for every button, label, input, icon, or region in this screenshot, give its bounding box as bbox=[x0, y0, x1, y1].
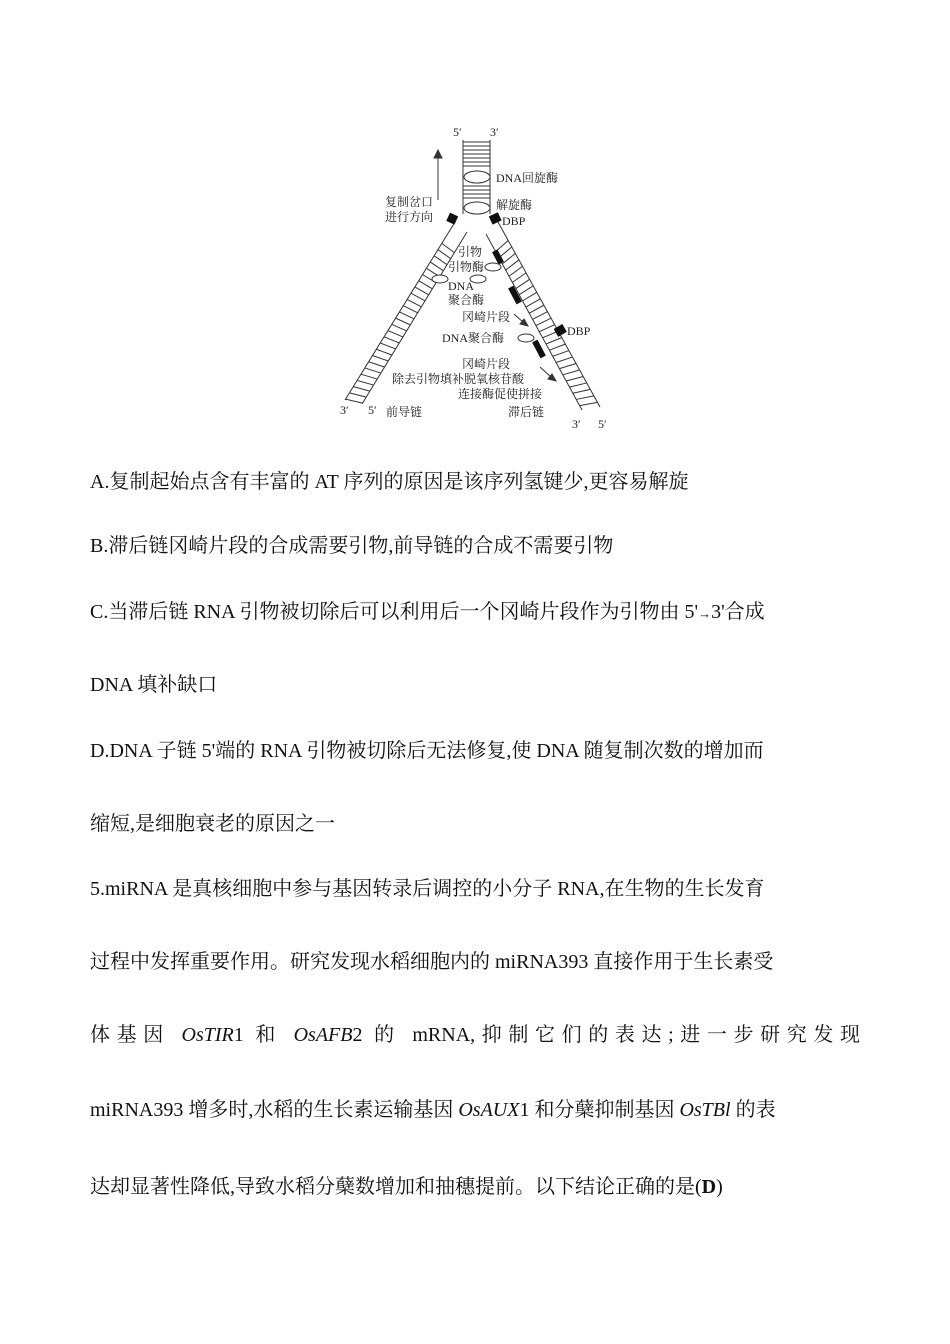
base-pair-rung bbox=[576, 396, 594, 400]
question5-line3 bbox=[90, 1020, 860, 1050]
helicase-shape bbox=[464, 202, 490, 214]
option-d-line2: 缩短,是细胞衰老的原因之一 bbox=[90, 813, 335, 835]
label-dna-pol-1: DNA bbox=[448, 279, 474, 293]
label-okazaki-1: 冈崎片段 bbox=[462, 310, 511, 324]
base-pair-rung bbox=[369, 362, 385, 367]
label-3-top: 3′ bbox=[490, 125, 499, 139]
base-pair-rung bbox=[438, 250, 451, 259]
base-pair-rung bbox=[570, 383, 587, 387]
base-pair-rung bbox=[509, 266, 522, 276]
gene-osaux: OsAUX bbox=[458, 1099, 520, 1121]
base-pair-rung bbox=[516, 279, 530, 288]
base-pair-rung bbox=[388, 331, 403, 337]
label-okazaki-2: 冈崎片段 bbox=[462, 357, 511, 371]
base-pair-rung bbox=[502, 253, 515, 263]
label-ligase: 连接酶促使拼接 bbox=[458, 387, 543, 401]
answer-letter: D bbox=[701, 1176, 717, 1198]
question5-line1: 5.miRNA 是真核细胞中参与基因转录后调控的小分子 RNA,在生物的生长发育 bbox=[90, 878, 765, 900]
replication-fork-diagram bbox=[330, 122, 630, 432]
base-pair-rung bbox=[539, 325, 554, 332]
q5-text: 的表 bbox=[730, 1099, 776, 1121]
option-b: B.滞后链冈崎片段的合成需要引物,前导链的合成不需要引物 bbox=[90, 535, 614, 557]
option-a: A.复制起始点含有丰富的 AT 序列的原因是该序列氢键少,更容易解旋 bbox=[90, 471, 689, 493]
q5-text: miRNA393 增多时,水稻的生长素运输基因 bbox=[90, 1099, 459, 1121]
base-pair-rung bbox=[373, 356, 389, 362]
gene-ostir: OsTIR bbox=[181, 1024, 234, 1046]
base-pair-rung bbox=[533, 312, 548, 320]
base-pair-rung bbox=[407, 299, 421, 306]
dna-polymerase-right-shape bbox=[518, 334, 534, 342]
dbp-block-top bbox=[489, 212, 502, 224]
base-pair-rung bbox=[526, 299, 540, 307]
option-d-line1: D.DNA 子链 5'端的 RNA 引物被切除后无法修复,使 DNA 随复制次数的增加而 bbox=[90, 740, 764, 762]
base-pair-rung bbox=[519, 286, 533, 295]
base-pair-rung bbox=[434, 256, 447, 265]
label-fork-direction-2: 进行方向 bbox=[385, 210, 434, 224]
question5-line2: 过程中发挥重要作用。研究发现水稻细胞内的 miRNA393 直接作用于生长素受 bbox=[90, 951, 774, 973]
base-pair-rung bbox=[529, 305, 544, 313]
base-pair-rung bbox=[415, 287, 429, 295]
base-pair-rung bbox=[559, 364, 576, 369]
option-c-text-end: 3'合成 bbox=[711, 601, 765, 623]
base-pair-rung bbox=[512, 273, 526, 283]
base-pair-rung bbox=[566, 376, 583, 380]
gene-ostbl: OsTBl bbox=[679, 1099, 731, 1121]
base-pair-rung bbox=[536, 318, 551, 325]
base-pair-rung bbox=[549, 344, 565, 350]
base-pair-rung bbox=[365, 368, 381, 373]
base-pair-rung bbox=[411, 293, 425, 301]
base-pair-rung bbox=[357, 380, 373, 385]
label-dbp-right: DBP bbox=[567, 324, 591, 338]
base-pair-rung bbox=[442, 243, 455, 252]
base-pair-rung bbox=[553, 351, 569, 357]
label-remove-primer: 除去引物填补脱氧核苷酸 bbox=[392, 372, 525, 386]
dna-replication-figure bbox=[330, 122, 630, 432]
dna-gyrase-shape bbox=[464, 171, 490, 183]
label-primer: 引物 bbox=[458, 245, 483, 259]
base-pair-rung bbox=[376, 349, 392, 355]
label-primase: 引物酶 bbox=[448, 260, 485, 274]
base-pair-rung bbox=[403, 306, 417, 313]
primer-bar bbox=[492, 249, 504, 264]
base-pair-rung bbox=[556, 357, 572, 362]
base-pair-rung bbox=[573, 389, 590, 393]
dna-polymerase-left-shape bbox=[432, 275, 448, 283]
option-c-text: C.当滞后链 RNA 引物被切除后可以利用后一个冈崎片段作为引物由 5' bbox=[90, 601, 699, 623]
base-pair-rung bbox=[396, 318, 411, 325]
base-pair-rung bbox=[563, 370, 580, 375]
base-pair-rung bbox=[380, 343, 395, 349]
base-pair-rung bbox=[506, 260, 519, 270]
label-5-bottom-right: 5′ bbox=[598, 417, 607, 431]
q5-text: 1 和 bbox=[233, 1024, 294, 1046]
q5-text: 达却显著性降低,导致水稻分蘖数增加和抽穗提前。以下结论正确的是( bbox=[90, 1176, 702, 1198]
base-pair-rung bbox=[384, 337, 399, 343]
label-3-bottom-left: 3′ bbox=[340, 403, 349, 417]
okazaki-bar-2 bbox=[532, 340, 546, 359]
base-pair-rung bbox=[580, 402, 598, 405]
base-pair-rung bbox=[399, 312, 414, 319]
label-helicase: 解旋酶 bbox=[496, 198, 533, 212]
label-dna-gyrase: DNA回旋酶 bbox=[496, 171, 558, 185]
q5-text: ) bbox=[716, 1176, 723, 1198]
label-dna-pol-right: DNA聚合酶 bbox=[442, 331, 504, 345]
option-c-line1 bbox=[90, 597, 860, 629]
q5-text: 2 的 mRNA,抑制它们的表达;进一步研究发现 bbox=[352, 1024, 861, 1046]
primase-shape bbox=[485, 263, 501, 271]
base-pair-rung bbox=[546, 338, 562, 344]
base-pair-rung bbox=[349, 393, 366, 397]
label-dna-pol-2: 聚合酶 bbox=[448, 293, 485, 307]
base-pair-rung bbox=[392, 324, 407, 331]
question5-line5 bbox=[90, 1172, 860, 1202]
base-pair-rung bbox=[353, 387, 370, 391]
q5-text: 1 和分蘖抑制基因 bbox=[519, 1099, 680, 1121]
base-pair-rung bbox=[522, 292, 536, 301]
label-lagging-strand: 滞后链 bbox=[508, 405, 545, 419]
option-c-line2: DNA 填补缺口 bbox=[90, 674, 218, 696]
dbp-block-left bbox=[446, 213, 458, 225]
label-fork-direction-1: 复制岔口 bbox=[385, 195, 434, 209]
gene-osafb: OsAFB bbox=[293, 1024, 353, 1046]
base-pair-rung bbox=[430, 262, 443, 271]
q5-text: 体基因 bbox=[90, 1024, 182, 1046]
base-pair-rung bbox=[419, 281, 433, 289]
label-3-bottom-right: 3′ bbox=[572, 417, 581, 431]
label-leading-strand: 前导链 bbox=[386, 405, 423, 419]
question5-line4 bbox=[90, 1095, 860, 1125]
label-5-top: 5′ bbox=[453, 125, 462, 139]
label-5-bottom-left: 5′ bbox=[368, 403, 377, 417]
base-pair-rung bbox=[361, 374, 377, 379]
arrow-symbol: → bbox=[698, 606, 712, 621]
fork-direction-arrow bbox=[434, 150, 442, 200]
label-dbp-top: DBP bbox=[502, 214, 526, 228]
